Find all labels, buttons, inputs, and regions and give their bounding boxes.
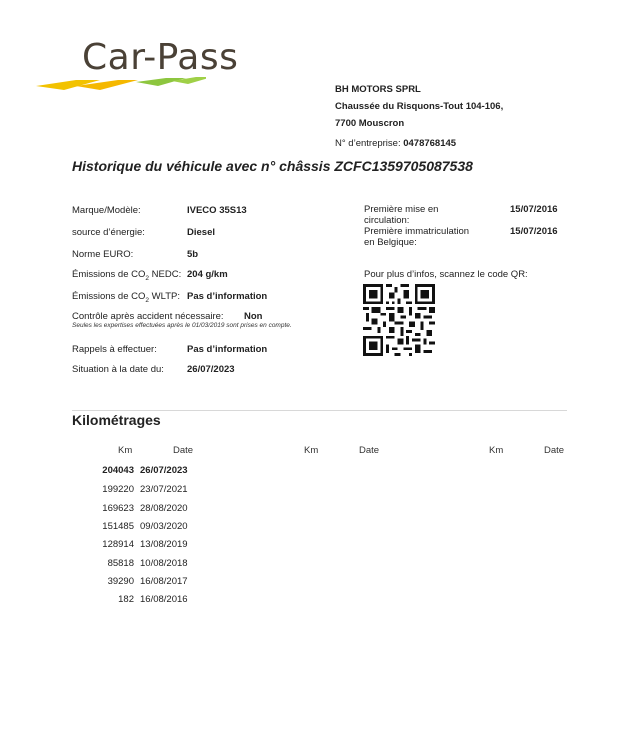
date-header: Date xyxy=(544,445,565,456)
energy-label: source d’énergie: xyxy=(72,227,145,238)
control-label: Contrôle après accident nécessaire: xyxy=(72,311,224,322)
table-cell-date: 13/08/2019 xyxy=(140,539,188,550)
date-header: Date xyxy=(359,445,380,456)
table-cell-km: 182 xyxy=(118,594,134,605)
qr-code-icon[interactable] xyxy=(363,284,435,356)
control-value: Non xyxy=(244,311,263,322)
page-title: Historique du véhicule avec n° châssis ZCFC1359705087538 xyxy=(72,158,473,174)
recall-label: Rappels à effectuer: xyxy=(72,344,157,355)
make-label: Marque/Modèle: xyxy=(72,205,141,216)
recall-value: Pas d’information xyxy=(187,344,268,355)
table-cell-date: 10/08/2018 xyxy=(140,558,188,569)
km-header: Km xyxy=(118,445,133,456)
first-circulation-label: Première mise en circulation: xyxy=(364,204,439,226)
situation-label: Situation à la date du: xyxy=(72,364,164,375)
table-cell-date: 16/08/2016 xyxy=(140,594,188,605)
company-address-line2: 7700 Mouscron xyxy=(335,118,405,129)
table-cell-date: 16/08/2017 xyxy=(140,576,188,587)
mileage-section-title: Kilométrages xyxy=(72,412,161,428)
table-cell-km: 204043 xyxy=(102,465,134,476)
date-header: Date xyxy=(173,445,194,456)
table-cell-date: 09/03/2020 xyxy=(140,521,188,532)
first-circulation-value: 15/07/2016 xyxy=(510,204,558,215)
euro-label: Norme EURO: xyxy=(72,249,134,260)
km-header: Km xyxy=(304,445,319,456)
situation-value: 26/07/2023 xyxy=(187,364,235,375)
company-name: BH MOTORS SPRL xyxy=(335,84,421,95)
enterprise-label: N° d’entreprise: xyxy=(335,138,401,149)
car-pass-logo: Car-Pass xyxy=(82,37,239,78)
qr-label: Pour plus d’infos, scannez le code QR: xyxy=(364,269,528,280)
nedc-label: Émissions de $CO_2$ NEDC: xyxy=(72,269,182,282)
table-cell-date: 26/07/2023 xyxy=(140,465,188,476)
table-cell-km: 169623 xyxy=(102,503,134,514)
wltp-label: Émissions de $CO_2$ WLTP: xyxy=(72,291,180,304)
table-cell-km: 39290 xyxy=(107,576,134,587)
table-cell-date: 23/07/2021 xyxy=(140,484,188,495)
section-divider xyxy=(72,410,567,411)
belgium-registration-value: 15/07/2016 xyxy=(510,226,558,237)
table-cell-km: 151485 xyxy=(102,521,134,532)
make-value: IVECO 35S13 xyxy=(187,205,247,216)
km-header: Km xyxy=(489,445,504,456)
table-cell-km: 128914 xyxy=(102,539,134,550)
wltp-value: Pas d’information xyxy=(187,291,268,302)
nedc-value: 204 g/km xyxy=(187,269,228,280)
control-note: Seules les expertises effectuées après le 01/03/2019 sont prises en compte. xyxy=(72,322,292,329)
table-cell-km: 199220 xyxy=(102,484,134,495)
euro-value: 5b xyxy=(187,249,199,260)
enterprise-number: 0478768145 xyxy=(403,138,457,149)
company-address-line1: Chaussée du Risquons-Tout 104-106, xyxy=(335,101,504,112)
table-cell-date: 28/08/2020 xyxy=(140,503,188,514)
belgium-registration-label: Première immatriculation en Belgique: xyxy=(364,226,470,248)
energy-value: Diesel xyxy=(187,227,215,238)
logo-stripes-icon xyxy=(36,76,206,92)
table-cell-km: 85818 xyxy=(107,558,134,569)
enterprise-number-row xyxy=(335,138,456,149)
